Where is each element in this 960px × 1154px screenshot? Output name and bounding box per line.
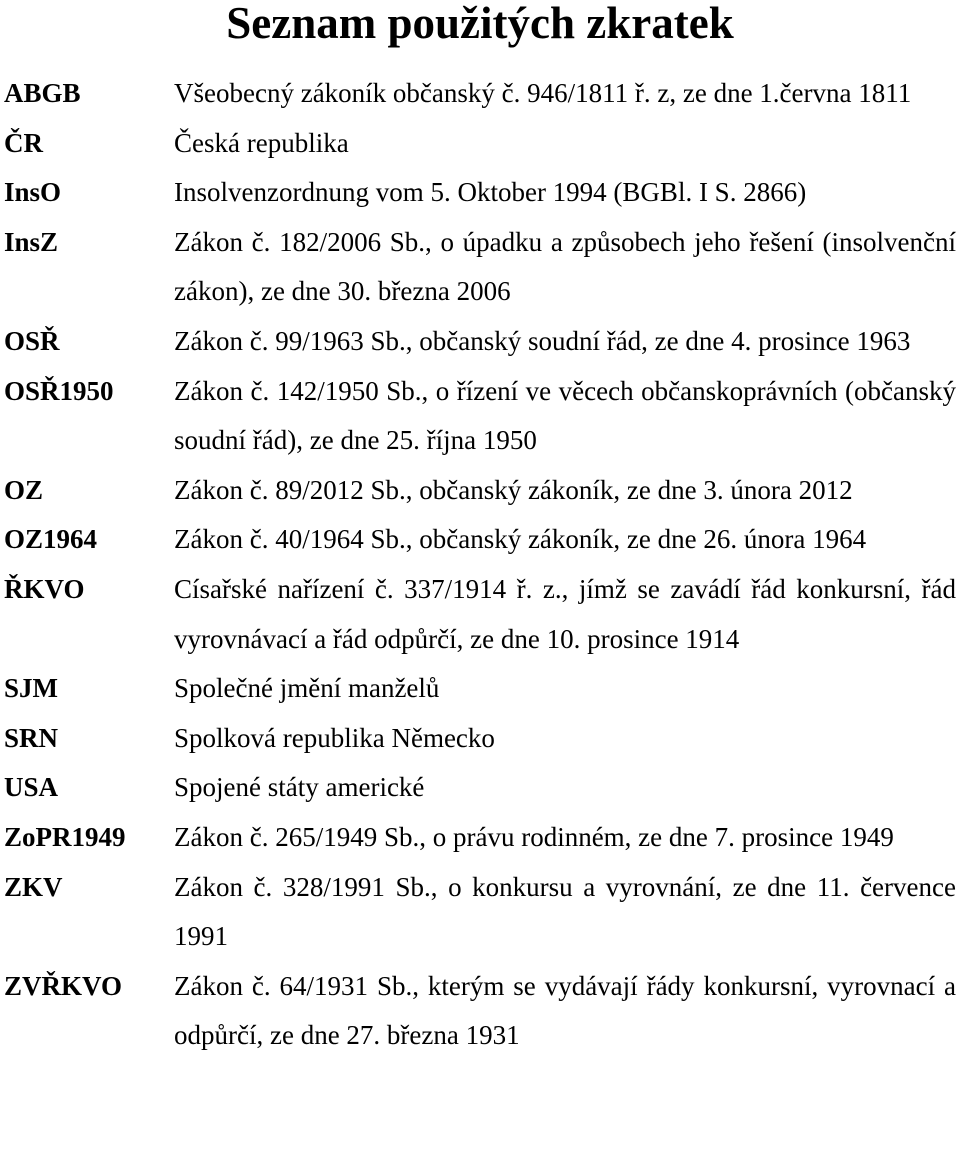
- list-item: [4, 317, 956, 367]
- list-item: [4, 565, 956, 664]
- list-item: [4, 119, 956, 169]
- list-item: [4, 69, 956, 119]
- abbreviation-meaning: Všeobecný zákoník občanský č. 946/1811 ř. z, ze dne 1.června 1811: [174, 78, 912, 108]
- abbreviation: USA: [4, 772, 59, 803]
- list-item: [4, 466, 956, 516]
- abbreviation: ZoPR1949: [4, 821, 126, 852]
- list-item: [4, 714, 956, 764]
- abbreviation-meaning: Císařské nařízení č. 337/1914 ř. z., jímž se zavádí řád konkursní, řád vyrovnávací a řád odpůrčí, ze dne 10. prosince 1914: [174, 573, 956, 654]
- abbreviation-meaning: Insolvenzordnung vom 5. Oktober 1994 (BGBl. I S. 2866): [174, 177, 807, 208]
- abbreviation-meaning: Zákon č. 328/1991 Sb., o konkursu a vyrovnání, ze dne 11. července 1991: [174, 871, 956, 952]
- list-item: [4, 218, 956, 317]
- abbreviation-meaning: Zákon č. 64/1931 Sb., kterým se vydávají řády konkursní, vyrovnací a odpůrčí, ze dne 27. března 1931: [174, 970, 956, 1051]
- abbreviation-meaning: Zákon č. 142/1950 Sb., o řízení ve věcech občanskoprávních (občanský soudní řád), ze dne 25. října 1950: [174, 375, 956, 456]
- abbreviation: OZ: [4, 474, 44, 505]
- list-item: [4, 763, 956, 813]
- abbreviation: ABGB: [4, 78, 81, 108]
- abbreviation-meaning: Spojené státy americké: [174, 772, 425, 803]
- list-item: [4, 664, 956, 714]
- abbreviation-meaning: Společné jmění manželů: [174, 673, 440, 704]
- abbreviation-meaning: Zákon č. 99/1963 Sb., občanský soudní řád, ze dne 4. prosince 1963: [174, 325, 911, 356]
- abbreviation-meaning: Česká republika: [174, 127, 349, 158]
- abbreviation: ZVŘKVO: [4, 970, 122, 1001]
- list-item: [4, 515, 956, 565]
- abbreviation-meaning: Zákon č. 265/1949 Sb., o právu rodinném, ze dne 7. prosince 1949: [174, 821, 894, 852]
- list-item: [4, 863, 956, 962]
- abbreviation: SJM: [4, 673, 58, 704]
- list-item: [4, 962, 956, 1061]
- abbreviation-meaning: Spolková republika Německo: [174, 722, 495, 753]
- abbreviation: OZ1964: [4, 524, 98, 555]
- abbreviation: ŘKVO: [4, 573, 85, 604]
- abbreviation: OSŘ: [4, 325, 60, 356]
- abbreviation-meaning: Zákon č. 40/1964 Sb., občanský zákoník, ze dne 26. února 1964: [174, 524, 867, 555]
- abbreviation: OSŘ1950: [4, 375, 114, 406]
- list-item: [4, 367, 956, 466]
- abbreviation: InsO: [4, 177, 62, 208]
- page-title: Seznam použitých zkratek: [226, 0, 734, 48]
- abbreviation-meaning: Zákon č. 182/2006 Sb., o úpadku a způsobech jeho řešení (insolvenční zákon), ze dne 30. března 2006: [174, 226, 956, 307]
- abbreviation-meaning: Zákon č. 89/2012 Sb., občanský zákoník, ze dne 3. února 2012: [174, 474, 853, 505]
- abbreviation: InsZ: [4, 226, 59, 257]
- abbreviation-list: [4, 69, 956, 1061]
- list-item: [4, 813, 956, 863]
- list-item: [4, 168, 956, 218]
- abbreviation: ČR: [4, 127, 43, 158]
- abbreviation: ZKV: [4, 871, 63, 902]
- abbreviation: SRN: [4, 722, 59, 753]
